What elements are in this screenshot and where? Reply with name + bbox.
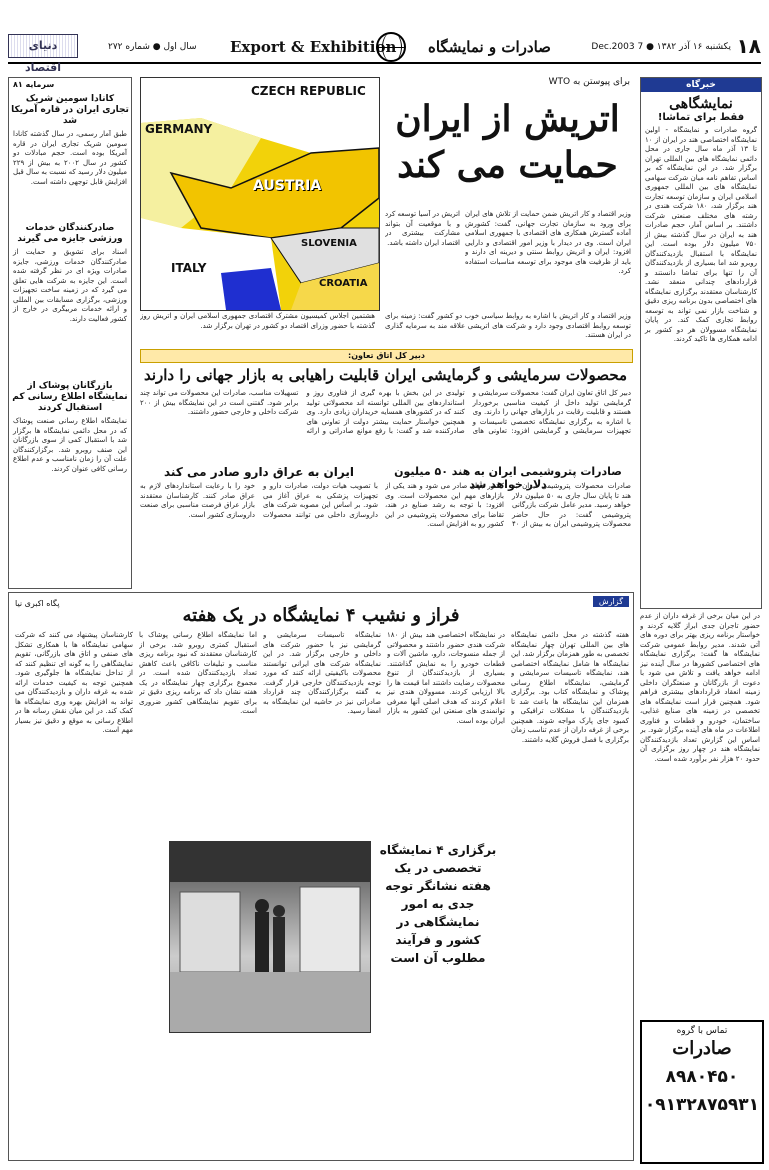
main-story-kicker: برای پیوستن به WTO <box>548 77 630 87</box>
news-box-left <box>8 77 132 589</box>
story-body: اسناد برای تشویق و حمایت از صادرکنندگان خدمات ورزشی، جایزه صادرات ویژه ای در نظر گرفته شده است. این جایزه به شرکت هایی تعلق می گیرد که در زمینه ساخت تجهیزات ورزشی، برگزاری مسابقات بین المللی و ارائه خدمات مربیگری در خارج از کشور فعالیت دارند. <box>13 248 127 323</box>
second-story-kicker: دبیر کل اتاق تعاون: <box>140 349 633 363</box>
news-box-title: نمایشگاهی <box>669 96 733 112</box>
page-number: ۱۸ <box>736 34 761 58</box>
date-line: یکشنبه ۱۶ آذر ۱۳۸۲ ● 7 Dec.2003 <box>591 42 731 52</box>
third-story-body: صادرات محصولات پتروشیمی ایران به هند تا پایان سال جاری به ۵۰ میلیون دلار خواهد رسید. مدیر عامل شرکت بازرگانی پتروشیمی گفت: در حال حاضر محصولات پتروشیمی ایران به بیش از ۴۰ کشور جهان صادر می شود و هند یکی از بازارهای مهم این محصولات است. وی افزود: با توجه به رشد صنایع در هند، تقاضا برای محصولات پتروشیمی در این کشور رو به افزایش است. <box>385 482 631 528</box>
report-headline: فراز و نشیب ۴ نمایشگاه در یک هفته <box>182 605 460 626</box>
map-label-croatia: CROATIA <box>319 278 368 289</box>
contact-label: تماس با گروه <box>676 1026 728 1036</box>
third-story-headline: صادرات پتروشیمی ایران به هند ۵۰ میلیون دلار خواهد شد <box>394 465 622 491</box>
fourth-story-headline: ایران به عراق دارو صادر می کند <box>164 465 354 479</box>
main-story-body: وزیر اقتصاد و کار اتریش با اشاره به روابط سیاسی خوب دو کشور گفت: زمینه برای توسعه روابط اقتصادی وجود دارد و شرکت های اتریشی علاقه مند به سرمایه گذاری در ایران هستند. <box>385 312 631 339</box>
report-column: هفته گذشته در محل دائمی نمایشگاه های بین المللی تهران چهار نمایشگاه تخصصی به طور همزمان برگزار شد. این نمایشگاه ها شامل نمایشگاه اختصاصی هند، نمایشگاه تاسیسات سرمایشی و گرمایشی، نمایشگاه اطلاع رسانی پوشاک و نمایشگاه کتاب بود. برگزاری همزمان این نمایشگاه ها باعث شد تا بازدیدکنندگان با مشکلات ترافیکی و کمبود جای پارک مواجه شوند. همچنین برخی از غرفه داران از عدم تناسب زمان برگزاری با فصل فروش گلایه داشتند. <box>511 631 629 744</box>
photo-caption: برگزاری ۴ نمایشگاه تخصصی در یک هفته نشانگر توجه جدی به امور نمایشگاهی در کشور و فرآیند مطلوب آن است <box>379 843 497 965</box>
map-label-czech: CZECH REPUBLIC <box>251 84 366 98</box>
map-label-germany: GERMANY <box>145 122 213 136</box>
contact-mobile[interactable]: ۰۹۱۳۲۸۷۵۹۳۱ <box>644 1095 760 1115</box>
main-story-headline: اتریش از ایران حمایت می کند <box>395 98 620 186</box>
map-label-italy: ITALY <box>171 261 207 275</box>
left-kicker: سرمایه ۸۱ <box>13 80 55 89</box>
main-story-body: وزیر اقتصاد و کار اتریش ضمن حمایت از تلاش های ایران برای ورود به سازمان تجارت جهانی، گفت: کشورش آماده گسترش همکاری های اقتصادی با جمهوری اسلامی ایران است. وی در دیدار با وزیر امور اقتصادی و دارایی افزود: ایران و اتریش روابط سنتی و دیرینه ای دارند و باید از ظرفیت های موجود برای توسعه مناسبات استفاده کرد. <box>465 210 631 275</box>
story-body: نمایشگاه اطلاع رسانی صنعت پوشاک که در محل دائمی نمایشگاه ها برگزار شد با استقبال کمی از سوی بازرگانان این صنف روبرو شد. برگزارکنندگان علت آن را زمان نامناسب و عدم اطلاع رسانی کافی عنوان کردند. <box>13 417 127 473</box>
contact-brand: صادرات <box>672 1038 732 1059</box>
report-author: پگاه اکبری نیا <box>15 599 60 608</box>
report-section <box>8 592 634 1161</box>
report-column: اما نمایشگاه اطلاع رسانی پوشاک با استقبال کمتری روبرو شد. برخی از کارشناسان معتقدند که نبود برنامه ریزی مناسب و تبلیغات ناکافی باعث کاهش تعداد بازدیدکنندگان شده است. در مجموع برگزاری چهار نمایشگاه در یک هفته نشان داد که برنامه ریزی دقیق تر برای تقویم نمایشگاهی کشور ضروری است. <box>139 631 257 715</box>
section-title-en: Export & Exhibition <box>230 38 397 56</box>
news-box-body: گروه صادرات و نمایشگاه - اولین نمایشگاه اختصاصی هند در ایران از ۱۰ تا ۱۳ آذر ماه سال جاری در محل دائمی نمایشگاه های بین المللی تهران برگزار شد. در این نمایشگاه که بر اساس تفاهم نامه میان شرکت سهامی نمایشگاه های بین المللی جمهوری اسلامی ایران و سازمان توسعه تجارت هند برگزار شد، ۱۸۰ شرکت هندی در رشته های مختلف صنعتی شرکت داشتند. بر اساس آمار، حجم صادرات هند به ایران در سال گذشته بیش از ۷۵۰ میلیون دلار بوده است. این نمایشگاه با استقبال بازدیدکنندگان روبرو شد اما بسیاری از بازدیدکنندگان آن را تنها برای تماشا دانستند و قراردادهای چندانی منعقد نشد. کارشناسان معتقدند برگزاری نمایشگاه های اختصاصی بدون برنامه ریزی دقیق و شناخت بازار نمی تواند به توسعه روابط تجاری کمک کند. در پایان نمایشگاه مسوولان هر دو کشور بر ادامه همکاری ها تاکید کردند. <box>645 126 757 343</box>
right-lower-body: در این میان برخی از غرفه داران از عدم حضور تاجران جدی ابراز گلایه کردند و خواستار برنامه ریزی بهتر برای دوره های آتی شدند. مدیر روابط عمومی شرکت نمایشگاه ها گفت: برگزاری نمایشگاه های اختصاصی کشورها در سال آینده نیز ادامه خواهد یافت و تلاش می شود با دعوت از بازرگانان و صنعتگران داخلی زمینه انعقاد قراردادهای بیشتری فراهم شود. همچنین قرار است نمایشگاه های تخصصی در زمینه های صنایع غذایی، ساختمان، خودرو و قطعات و فناوری اطلاعات در ماه های آینده برگزار شود. بر اساس این گزارش تعداد بازدیدکنندگان نمایشگاه هند در چهار روز برگزاری آن حدود ۲۰ هزار نفر برآورد شده است. <box>640 612 760 763</box>
report-column: کارشناسان پیشنهاد می کنند که شرکت سهامی نمایشگاه ها با همکاری تشکل های صنفی و اتاق های بازرگانی، تقویم نمایشگاهی را به گونه ای تنظیم کنند که از تداخل نمایشگاه ها جلوگیری شود. همچنین توجه به کیفیت خدمات ارائه شده به غرفه داران و بازدیدکنندگان می تواند به افزایش بهره وری نمایشگاه ها کمک کند. در این میان نقش رسانه ها در اطلاع رسانی به موقع و دقیق نیز بسیار مهم است. <box>15 631 133 734</box>
photo-figures <box>170 842 370 1032</box>
contact-box <box>640 1020 764 1164</box>
news-box-kicker: خبرگاه <box>641 78 761 92</box>
contact-phone[interactable]: ۸۹۸۰۴۵۰ <box>665 1067 739 1087</box>
austria-map <box>140 77 380 311</box>
second-story-body: دبیر کل اتاق تعاون ایران گفت: محصولات سرمایشی و گرمایشی تولید داخل از کیفیت مناسبی برخوردار هستند و قابلیت رقابت در بازارهای جهانی را دارند. وی با اشاره به برگزاری نمایشگاه تخصصی تاسیسات و تجهیزات سرمایشی و گرمایشی افزود: تعاونی های تولیدی در این بخش با بهره گیری از فناوری روز و استانداردهای بین المللی توانسته اند محصولاتی تولید کنند که در کشورهای همسایه خریداران زیادی دارد. وی همچنین خواستار حمایت بیشتر دولت از تعاونی های صادرکننده شد و گفت: با رفع موانع صادراتی و ارائه تسهیلات مناسب، صادرات این محصولات می تواند چند برابر شود. گفتنی است در این نمایشگاه بیش از ۲۰۰ شرکت داخلی و خارجی حضور داشتند. <box>140 389 631 435</box>
report-kicker: گزارش <box>593 596 629 607</box>
globe-icon <box>376 32 406 62</box>
main-story-body: اتریش در آسیا توسعه کرد و با موقعیت آن بتواند مشارکت بیشتری در اقتصاد ایران داشته باشد. <box>385 210 460 247</box>
report-column: در نمایشگاه اختصاصی هند بیش از ۱۸۰ شرکت هندی حضور داشتند و محصولاتی از جمله منسوجات، دارو، ماشین آلات و قطعات خودرو را به نمایش گذاشتند. بسیاری از بازدیدکنندگان از تنوع محصولات رضایت داشتند اما قیمت ها را بالا ارزیابی کردند. مسوولان هندی نیز اعلام کردند که هدف اصلی آنها معرفی توانمندی های صنعتی این کشور به بازار ایران بوده است. <box>387 631 505 725</box>
page-header <box>8 32 761 74</box>
story-headline: بازرگانان پوشاک از نمایشگاه اطلاع رسانی کم استقبال کردند <box>12 381 128 413</box>
map-label-austria: AUSTRIA <box>253 178 322 194</box>
newspaper-logo[interactable]: دنیای اقتصاد <box>8 34 78 58</box>
fourth-story-body: با تصویب هیات دولت، صادرات دارو و تجهیزات پزشکی به عراق آغاز می شود. بر اساس این مصوبه شرکت های داروسازی داخلی می توانند محصولات خود را با رعایت استانداردهای لازم به عراق صادر کنند. کارشناسان معتقدند بازار عراق فرصت مناسبی برای صنعت داروسازی کشور است. <box>140 482 378 519</box>
map-label-slovenia: SLOVENIA <box>301 238 357 249</box>
map-shapes <box>141 78 379 310</box>
news-box-right <box>640 77 762 609</box>
issue-line: سال اول ● شماره ۲۷۲ <box>108 42 197 52</box>
report-column: نمایشگاه تاسیسات سرمایشی و گرمایشی نیز با حضور شرکت های داخلی و خارجی برگزار شد. در این نمایشگاه شرکت های ایرانی توانستند محصولات باکیفیتی ارائه کنند که مورد توجه بازدیدکنندگان خارجی قرار گرفت. به گفته برگزارکنندگان چند قرارداد صادراتی نیز در حاشیه این نمایشگاه به امضا رسید. <box>263 631 381 715</box>
story-headline: کانادا سومین شریک تجاری ایران در قاره آمریکا شد <box>11 94 129 126</box>
section-title-fa: صادرات و نمایشگاه <box>428 38 551 56</box>
exhibition-photo <box>169 841 371 1033</box>
map-caption: هشتمین اجلاس کمیسیون مشترک اقتصادی جمهوری اسلامی ایران و اتریش روز گذشته با حضور وزرای اقتصاد دو کشور در تهران برگزار شد. <box>140 312 375 330</box>
news-box-subtitle: فقط برای تماشا! <box>657 112 745 123</box>
second-story-headline: محصولات سرمایشی و گرمایشی ایران قابلیت راهیابی به بازار جهانی را دارند <box>143 366 628 384</box>
story-body: طبق آمار رسمی، در سال گذشته کانادا سومین شریک تجاری ایران در قاره آمریکا بوده است. حجم مبادلات دو کشور در سال ۲۰۰۲ به بیش از ۲۲۹ میلیون دلار رسید که نسبت به سال قبل افزایش قابل توجهی داشته است. <box>13 130 127 186</box>
story-headline: صادرکنندگان خدمات ورزشی جایزه می گیرند <box>17 223 123 244</box>
